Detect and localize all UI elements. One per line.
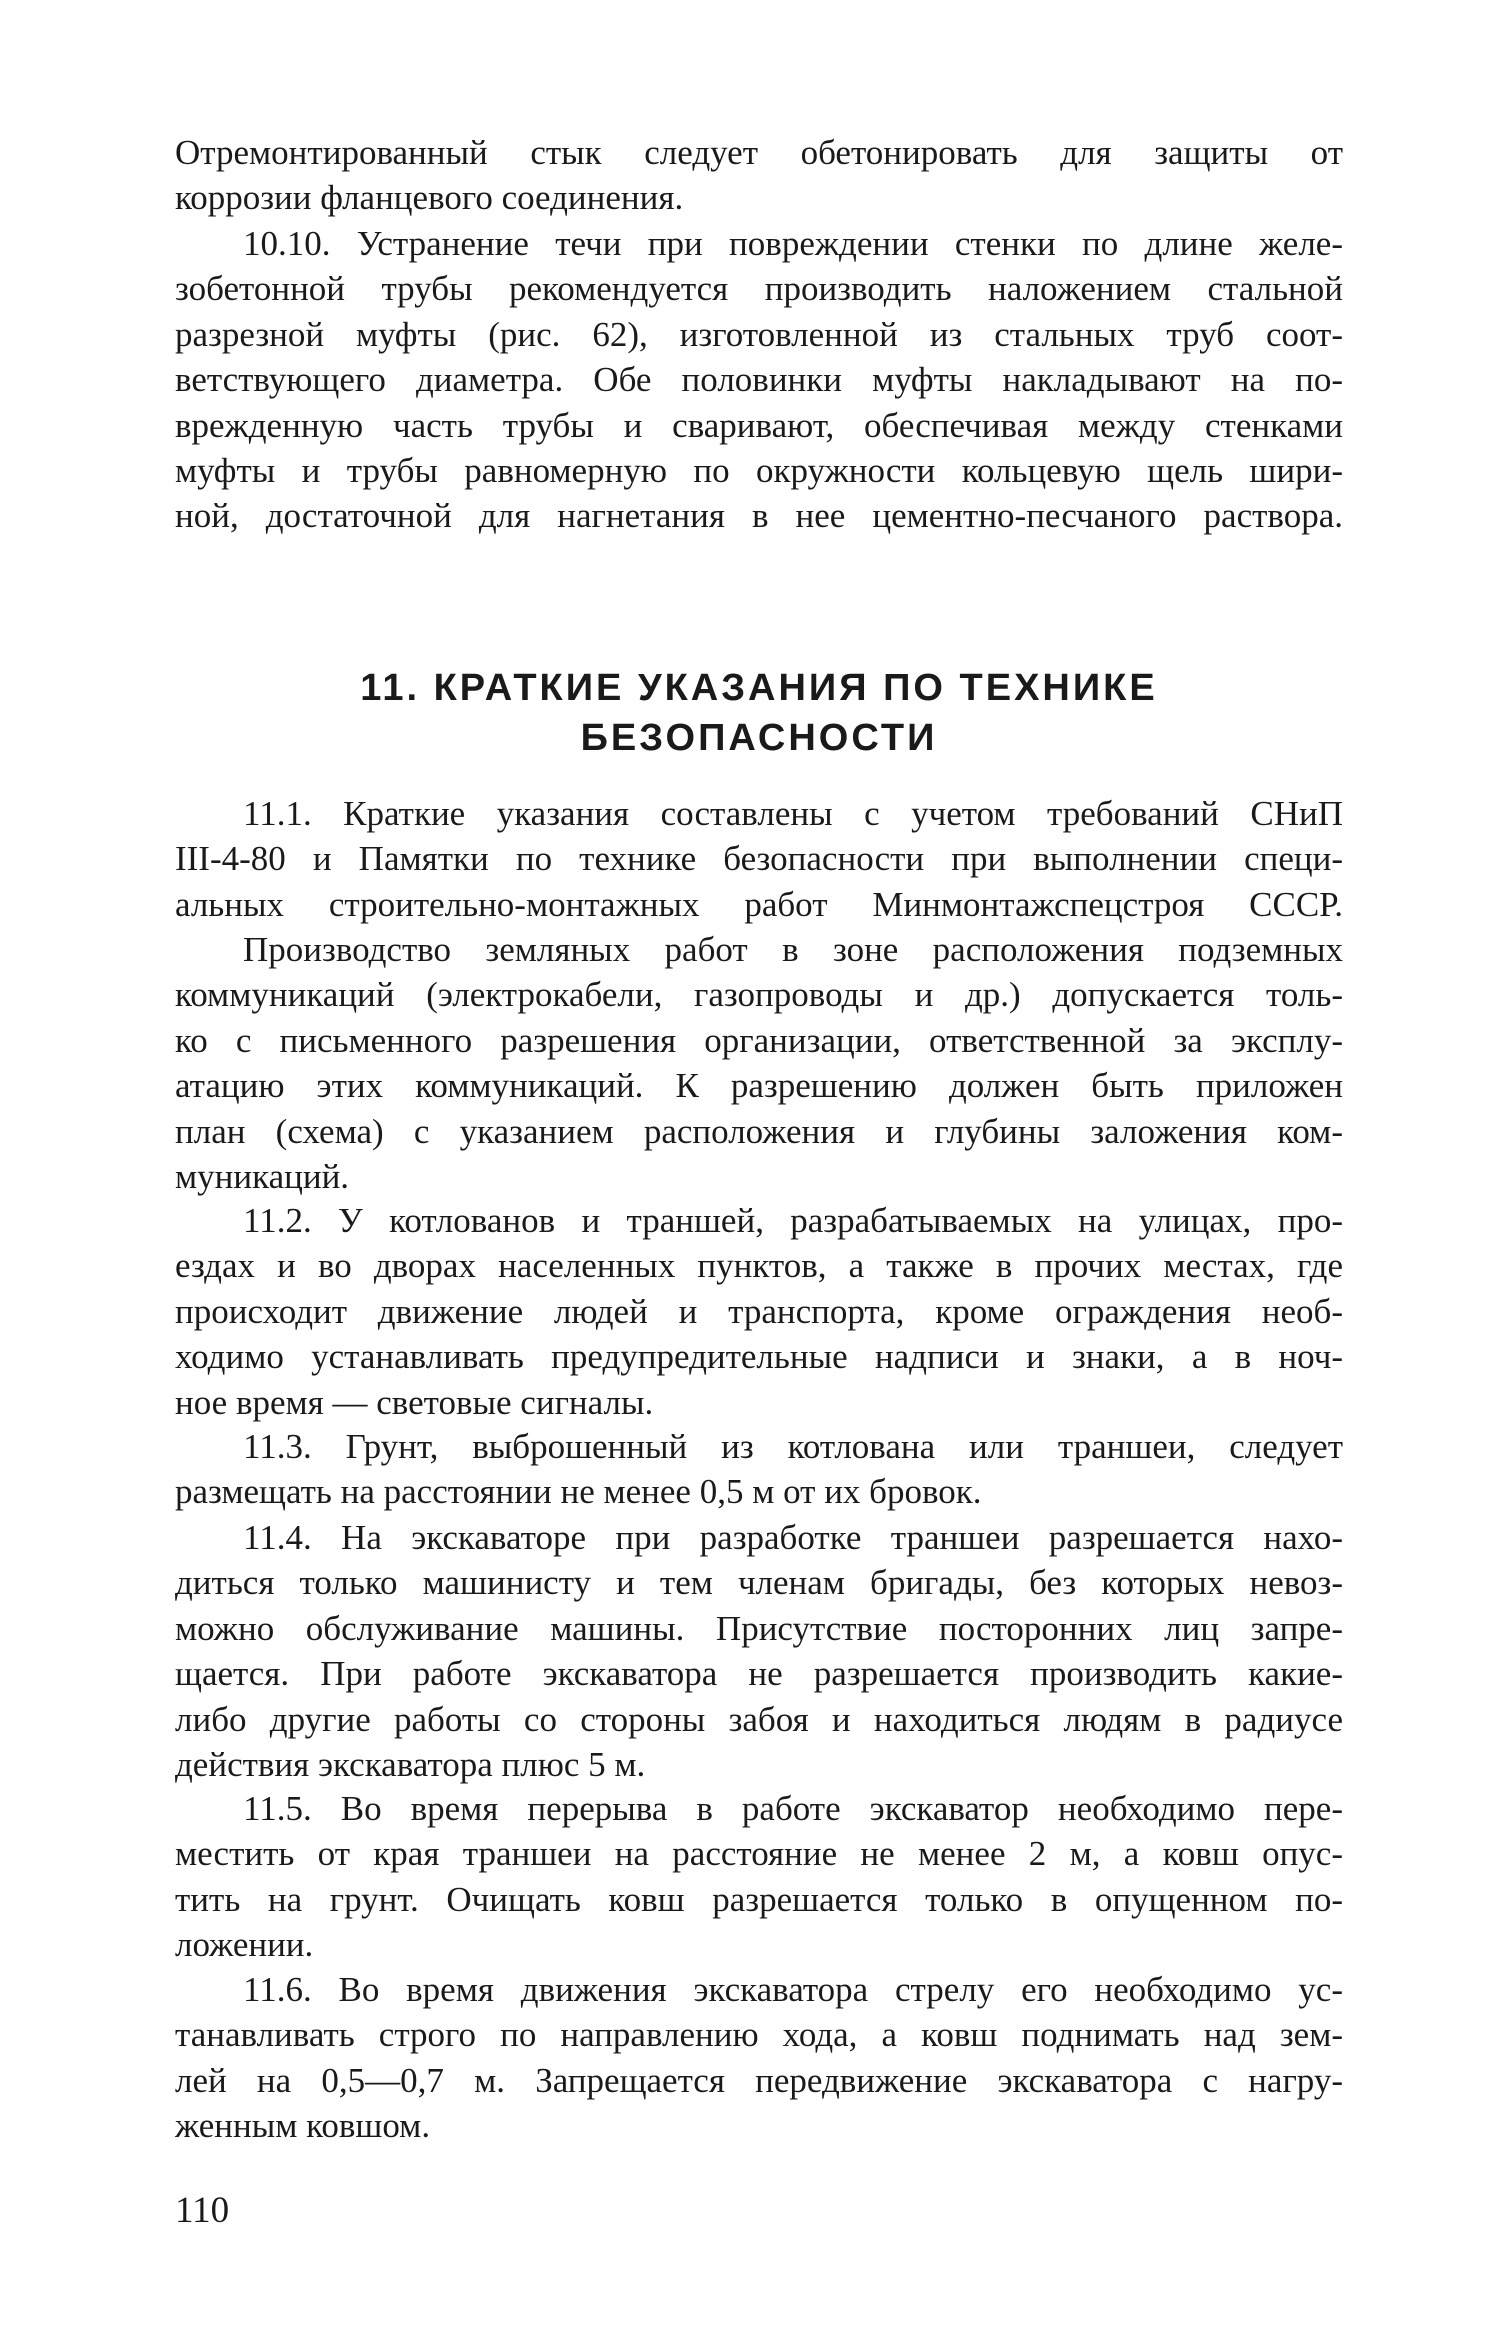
text-line: 11.1. Краткие указания составлены с учетом требований СНиП <box>243 794 1343 833</box>
paragraph-continuation <box>175 130 1343 221</box>
text-line: местить от края траншеи на расстояние не менее 2 м, а ковш опус- <box>175 1834 1343 1874</box>
text-line: 11.5. Во время перерыва в работе экскаватор необходимо пере- <box>243 1789 1343 1828</box>
text-line: муникаций. <box>175 1157 350 1197</box>
text-line: щается. При работе экскаватора не разрешается производить какие- <box>175 1654 1343 1694</box>
paragraph-11-3 <box>175 1424 1343 1515</box>
text-line: ко с письменного разрешения организации, ответственной за эксплу- <box>175 1020 1343 1060</box>
text-line: лей на 0,5—0,7 м. Запрещается передвижение экскаватора с нагру- <box>175 2060 1343 2100</box>
text-line: ходимо устанавливать предупредительные надписи и знаки, а в ноч- <box>175 1337 1343 1377</box>
text-line: зобетонной трубы рекомендуется производить наложением стальной <box>175 269 1343 309</box>
text-line: ной, достаточной для нагнетания в нее цементно-песчаного раствора. <box>175 496 1343 536</box>
text-line: коррозии фланцевого соединения. <box>175 178 684 218</box>
text-line: Производство земляных работ в зоне расположения подземных <box>243 930 1343 969</box>
text-line: танавливать строго по направлению хода, а ковш поднимать над зем- <box>175 2015 1343 2055</box>
text-line: 11.2. У котлованов и траншей, разрабатываемых на улицах, про- <box>243 1201 1343 1240</box>
text-line: ложении. <box>175 1925 314 1965</box>
text-line: ное время — световые сигналы. <box>175 1382 654 1422</box>
text-line: либо другие работы со стороны забоя и находиться людям в радиусе <box>175 1699 1343 1739</box>
text-line: женным ковшом. <box>175 2106 431 2146</box>
text-line: атацию этих коммуникаций. К разрешению должен быть приложен <box>175 1066 1343 1106</box>
text-line: план (схема) с указанием расположения и глубины заложения ком- <box>175 1111 1343 1151</box>
text-line: альных строительно-монтажных работ Минмонтажспецстроя СССР. <box>175 884 1343 924</box>
text-line: врежденную часть трубы и сваривают, обеспечивая между стенками <box>175 405 1343 445</box>
paragraph-10-10 <box>175 221 1343 539</box>
text-line: разрезной муфты (рис. 62), изготовленной из стальных труб соот- <box>175 314 1343 354</box>
text-line: ездах и во дворах населенных пунктов, а также в прочих местах, где <box>175 1246 1343 1286</box>
text-line: ветствующего диаметра. Обе половинки муфты накладывают на по- <box>175 360 1343 400</box>
paragraph-11-1 <box>175 791 1343 927</box>
text-line: Отремонтированный стык следует обетонировать для защиты от <box>175 133 1343 172</box>
text-line: можно обслуживание машины. Присутствие посторонних лиц запре- <box>175 1608 1343 1648</box>
paragraph-11-4 <box>175 1515 1343 1787</box>
text-line: 11.6. Во время движения экскаватора стрелу его необходимо ус- <box>243 1970 1343 2009</box>
section-heading <box>175 663 1343 763</box>
paragraph-11-2 <box>175 1198 1343 1425</box>
text-line: размещать на расстоянии не менее 0,5 м от их бровок. <box>175 1472 982 1512</box>
text-line: муфты и трубы равномерную по окружности кольцевую щель шири- <box>175 451 1343 491</box>
text-line: 11.3. Грунт, выброшенный из котлована или траншеи, следует <box>243 1427 1343 1466</box>
text-line: действия экскаватора плюс 5 м. <box>175 1745 646 1785</box>
heading-line: БЕЗОПАСНОСТИ <box>580 717 938 759</box>
paragraph-11-5 <box>175 1786 1343 1968</box>
text-line: диться только машинисту и тем членам бригады, без которых невоз- <box>175 1563 1343 1603</box>
heading-line: 11. КРАТКИЕ УКАЗАНИЯ ПО ТЕХНИКЕ <box>360 667 1158 709</box>
text-line: тить на грунт. Очищать ковш разрешается только в опущенном по- <box>175 1879 1343 1919</box>
text-line: 11.4. На экскаваторе при разработке траншеи разрешается нахо- <box>243 1518 1343 1557</box>
paragraph-11-6 <box>175 1967 1343 2149</box>
text-line: происходит движение людей и транспорта, кроме ограждения необ- <box>175 1291 1343 1331</box>
paragraph-earthworks <box>175 927 1343 1199</box>
text-line: 10.10. Устранение течи при повреждении стенки по длине желе- <box>243 224 1343 263</box>
text-line: коммуникаций (электрокабели, газопроводы и др.) допускается толь- <box>175 975 1343 1015</box>
text-line: III-4-80 и Памятки по технике безопасности при выполнении специ- <box>175 839 1343 879</box>
page-number: 110 <box>175 2190 230 2231</box>
